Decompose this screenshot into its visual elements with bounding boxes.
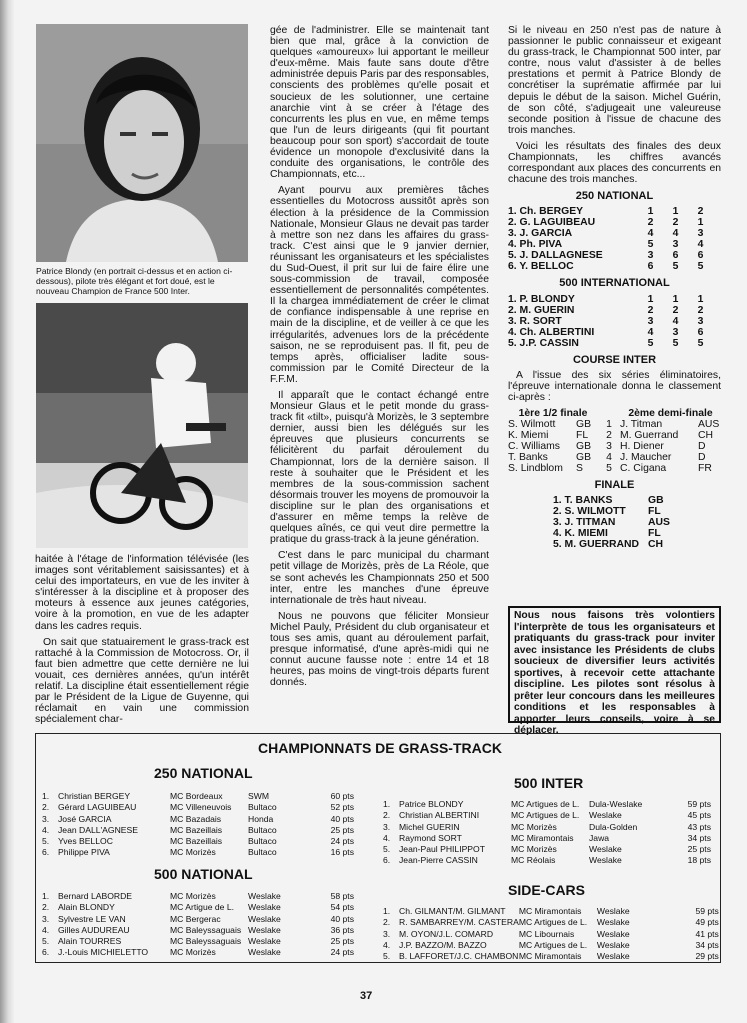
table-cell: R. SAMBARREY/M. CASTERA [399,917,519,928]
sidecars-title: SIDE-CARS [508,882,586,898]
table-cell: Bultaco [248,847,277,858]
paragraph: Nous ne pouvons que féliciter Monsieur Michel Pauly, Président du club organisateur et tous ses amis, quant au déroulement parfait, presque informatisé, d'une après-midi qui ne connut aucune fausse note : entre 14 et 18 heures, pas moins de vingt-trois départs furent donnés. [270,610,489,689]
paragraph: Ayant pourvu aux premières tâches essentielles du Motocross aussitôt après son élection à la présidence de la Commission Nationale, Monsieur Glaus ne devait pas tarder à mettre son nez dans les affaires du grass-track. C'est ainsi que le 9 janvier dernier, réunissant les organisateurs et les spécialistes du Sud-Ouest, il prit sur lui de faire élire une sous-commission de travail, composée essentiellement de personnalités compétentes. Il la chargea immédiatement de créer le climat de confiance indispensable à une reprise en main de la discipline, et de veiller à ce que les irrégularités, advenues lors de la précédente saison, ne se reproduisent pas. Il fit, peu de temps après, officialiser ladite sous-commission par le Comité Directeur de la F.F.M. [270,185,489,385]
table-row [508,327,713,338]
table-row [553,495,683,506]
table-cell: 6 [672,250,679,262]
table-cell: Bultaco [248,836,277,847]
table-cell: J. Maucher [620,451,672,463]
table-cell: 4 [697,239,704,251]
table-cell: Weslake [248,947,281,958]
table-row [383,940,719,951]
table-cell: Weslake [596,917,630,928]
table-cell: S. Wilmott [508,418,556,430]
inter500-title: 500 INTER [514,775,584,791]
table-cell: MC Bordeaux [170,791,223,801]
table-row [383,855,711,866]
table-cell: MC Morizès [170,847,216,858]
table-cell: MC Bazeillais [170,836,223,847]
column-3-text [508,25,721,550]
table-cell: FR [698,462,712,474]
table-cell: Michel GUERIN [399,821,460,832]
table-cell: 2 [697,206,704,218]
table-cell: Weslake [596,928,630,939]
table-cell: 24 pts [330,947,354,958]
table-cell: FL [648,505,661,517]
table-cell: 2. [383,917,391,928]
table-cell: 1. P. BLONDY [508,293,575,305]
table-cell: 3 [697,315,704,327]
course-inter-title: COURSE INTER [572,353,657,366]
table-cell: 41 pts [695,928,719,939]
nat250-title: 250 NATIONAL [154,765,253,781]
table-cell: 4 [647,326,654,338]
table-cell: 6. Y. BELLOC [508,261,574,273]
table-row [508,419,721,430]
table-cell: 45 pts [687,810,711,821]
table-row [553,506,683,517]
table-cell: 4. K. MIEMI [553,527,608,539]
table-row [383,917,719,928]
table-cell: 3 [672,239,679,251]
table-cell: MC Bazeillais [170,824,223,835]
table-cell: 3. [42,913,50,924]
table-cell: 3 [647,250,654,262]
table-cell: MC Villeneuvois [170,802,232,813]
table-cell: 1 [672,293,679,305]
table-cell: 6. [42,947,50,958]
table-cell: 4 [672,228,679,240]
table-row [42,936,354,947]
table-cell: 4. Ph. PIVA [508,239,563,251]
table-cell: FL [648,527,661,539]
table-cell: 5 [606,462,612,474]
table-cell: MC Miramontais [518,951,582,962]
table-cell: 36 pts [330,924,354,935]
table-cell: 1 [647,206,654,218]
table-cell: K. Miemi [508,429,549,441]
table-cell: 2 [697,304,704,316]
table-cell: 2 [672,217,679,229]
table-cell: J. Titman [620,418,663,430]
paragraph: Il apparaît que le contact échangé entre Monsieur Glaus et le petit monde du grass-track fit «tilt», puisqu'à Morizès, le 3 septembre dernier, aussi bien les délégués sur les épreuves que plusieurs concurrents se félicitèrent du parfait déroulement du Championnat, lors de la dernière saison. Il reste à souhaiter que le Président et les membres de la sous-commission sachent désormais trouver les moyens de promouvoir la discipline sur le plan des organisations et d'assurer en même temps la relève de quelques aînés, ce qui veut dire permettre la pratique du grass-track à la jeune génération. [270,390,489,546]
table-cell: Weslake [248,924,281,935]
table-cell: MC Réolais [511,855,556,866]
table-cell: Ch. GILMANT/M. GILMANT [399,906,506,916]
table-row [42,902,354,913]
table-cell: D [698,440,706,452]
table-cell: 3 [672,326,679,338]
speedway-rider-illustration [36,303,248,548]
table-row [553,539,683,550]
table-cell: 2. M. GUERIN [508,304,575,316]
table-cell: 4. [42,824,50,835]
table-cell: 2. [42,802,50,813]
table-cell: Jean DALL'AGNESE [58,824,138,835]
table-cell: 1 [697,293,704,305]
table-cell: 2 [606,429,612,441]
table-row [383,822,711,833]
paragraph: On sait que statuairement le grass-track est rattaché à la Commission de Motocross. Or, il faut bien admettre que cette dernière ne lui vouait, ces dernières années, qu'un intérêt relatif. La discipline était essentiellement régie par le Président de la Ligue de Guyenne, qui réclamait en vain une commission spécialement char- [35,636,249,726]
table-cell: 6 [697,326,704,338]
finals-500-title: 500 INTERNATIONAL [559,277,670,290]
table-cell: MC Baleyssaguais [170,924,242,935]
table-cell: 3. [383,821,391,832]
table-cell: Bernard LABORDE [58,891,133,901]
notice-box: Nous nous faisons très volontiers l'interprète de tous les organisateurs et pratiquants du grass-track pour inviter avec insistance les Présidents de clubs soucieux de diversifier leurs activités sportives, à recevoir cette attachante discipline. Les pilotes sont résolus à prêter leur concours dans les meilleures conditions et les responsables à apporter leurs conseils, voire à se déplacer. [508,606,721,723]
table-row [553,528,683,539]
table-cell: GB [576,451,592,463]
table-cell: 2. [383,810,391,821]
table-row [383,951,719,962]
table-cell: Bultaco [248,824,277,835]
table-row [383,844,711,855]
table-cell: MC Baleyssaguais [170,936,242,947]
table-row [42,814,354,825]
table-row [508,338,713,349]
table-row [42,825,354,836]
table-cell: 58 pts [330,891,354,901]
table-cell: 3. R. SORT [508,315,562,327]
table-cell: Weslake [589,810,622,821]
portrait-illustration [36,24,248,262]
table-cell: Weslake [596,939,630,950]
table-cell: 1. T. BANKS [553,494,613,506]
paragraph: haitée à l'étage de l'information télévisée (les images sont véritablement saisissantes) et à celui des importateurs, en vue de les inviter à s'intéresser à la discipline et à proposer des moteurs à essence aux jeunes catégories, voire à la promotion, en vue de les adapter dans les cadres requis. [35,554,249,632]
paragraph: Voici les résultats des finales des deux Championnats, les chiffres avancés correspondant aux places des concurrents en chacune des trois manches. [508,140,721,186]
table-cell: T. Banks [508,451,548,463]
table-cell: 59 pts [695,906,719,916]
nat250-table [42,791,354,859]
table-cell: Weslake [248,891,281,901]
photo-caption: Patrice Blondy (en portrait ci-dessus et en action ci-dessous), pilote très élégant et fort doué, est le nouveau Champion de France 500 Inter. [36,266,233,296]
table-row [508,316,713,327]
table-cell: 2. [42,902,50,913]
table-cell: Philippe PIVA [58,847,110,858]
table-cell: 1. [383,906,391,916]
table-cell: 1. [42,891,50,901]
table-cell: Dula-Golden [589,821,638,832]
table-cell: 49 pts [695,917,719,928]
table-cell: MC Artigue de L. [170,902,235,913]
table-cell: 5 [672,261,679,273]
table-cell: Alain TOURRES [58,936,122,947]
table-row [553,517,683,528]
table-cell: 25 pts [330,936,354,947]
table-cell: 4. [383,939,391,950]
table-cell: Raymond SORT [399,832,462,843]
table-cell: AUS [648,516,670,528]
table-cell: 60 pts [330,791,354,801]
table-cell: Jawa [589,832,610,843]
semi1-title: 1ère 1/2 finale [518,407,588,419]
table-cell: GB [648,494,664,506]
table-cell: M. Guerrand [620,429,679,441]
table-cell: 3 [606,440,612,452]
action-photo [36,303,248,548]
table-row [383,799,711,810]
inter500-table [383,799,711,867]
table-cell: H. Diener [620,440,664,452]
table-cell: 2. S. WILMOTT [553,505,626,517]
table-row [508,217,713,228]
semifinals-table [508,408,721,474]
paragraph: Si le niveau en 250 n'est pas de nature à passionner le public connaisseur et exigeant du grass-track, le Championnat 500 inter, par contre, nous valut d'assister à de belles prestations et permit à Patrice Blondy de concrétiser la suprématie affirmée par lui depuis le début de la saison. Michel Guérin, de son côté, s'adjugeait une valeureuse seconde position à l'issue de chacune des trois manches. [508,25,721,136]
table-cell: MC Morizès [170,947,216,958]
finale-title: FINALE [594,478,635,491]
table-cell: 4 [606,451,612,463]
paragraph: gée de l'administrer. Elle se maintenait tant bien que mal, grâce à la conviction de quelques «amoureux» lui apportant le meilleur d'eux-même. Mais faute sans doute d'être administrée depuis Paris par des responsables, conscients des problèmes qu'elle posait et soucieux de les solutionner, une certaine anarchie vint à se créer à l'étage des concurrents les plus en vue, en même temps que l'un de leurs dirigeants (qui fit pourtant beaucoup pour son sport) s'accordait de toute évidence un monopole d'exclusivité dans la conduite des organisations, le contrôle des Championnats, etc... [270,25,489,181]
table-cell: 25 pts [330,824,354,835]
table-cell: S. Lindblom [508,462,563,474]
nat500-table [42,891,354,959]
sidecars-table [383,906,719,962]
finals-250-table [508,206,713,272]
column-1-text [35,554,249,730]
table-row [508,305,713,316]
table-cell: Christian ALBERTINI [399,810,480,821]
finals-500-table [508,294,713,349]
table-cell: 4. Ch. ALBERTINI [508,326,595,338]
table-cell: MC Artigues de L. [511,810,580,821]
table-cell: Jean-Paul PHILIPPOT [399,844,485,855]
table-cell: 25 pts [687,844,711,855]
table-cell: Dula-Weslake [589,799,643,809]
table-cell: 40 pts [330,813,354,824]
table-cell: 34 pts [687,832,711,843]
table-cell: Gilles AUDUREAU [58,924,130,935]
course-inter-intro: A l'issue des six séries éliminatoires, l'épreuve internationale donna le classement ci-après : [508,369,721,403]
table-cell: MC Bazadais [170,813,222,824]
table-cell: GB [576,440,592,452]
table-row [508,228,713,239]
table-cell: 2 [647,304,654,316]
table-cell: C. Cigana [620,462,667,474]
table-cell: 54 pts [330,902,354,913]
table-cell: Patrice BLONDY [399,799,464,809]
table-row [42,914,354,925]
table-cell: José GARCIA [58,813,112,824]
table-cell: 1 [697,217,704,229]
column-2-text [270,25,489,693]
table-row [383,833,711,844]
table-cell: Sylvestre LE VAN [58,913,126,924]
table-cell: 3. [383,928,391,939]
table-row [508,452,721,463]
table-cell: J.-Louis MICHIELETTO [58,947,149,958]
semi2-title: 2ème demi-finale [628,407,713,419]
table-cell: 3 [697,228,704,240]
table-row [383,810,711,821]
table-cell: FL [576,429,589,441]
table-cell: MC Miramontais [518,906,582,916]
table-cell: Jean-Pierre CASSIN [399,855,478,866]
table-cell: 18 pts [687,855,711,866]
table-row [42,891,354,902]
table-cell: Christian BERGEY [58,791,131,801]
table-cell: MC Artigues de L. [511,799,580,809]
table-cell: 5. [42,936,50,947]
table-cell: MC Bergerac [170,913,221,924]
championship-title: CHAMPIONNATS DE GRASS-TRACK [258,740,502,756]
table-cell: Weslake [596,906,630,916]
portrait-photo [36,24,248,262]
table-cell: 6 [697,250,704,262]
table-row [508,294,713,305]
table-cell: 6. [383,855,391,866]
table-row [508,239,713,250]
table-cell: C. Williams [508,440,560,452]
table-cell: 4 [647,228,654,240]
table-row [42,802,354,813]
table-cell: 5. [42,836,50,847]
table-cell: 5 [647,337,654,349]
table-cell: 43 pts [687,821,711,832]
table-cell: Weslake [589,855,622,866]
table-cell: 5. J.P. CASSIN [508,337,579,349]
table-cell: 24 pts [330,836,354,847]
table-row [508,261,713,272]
table-row [508,441,721,452]
table-cell: Yves BELLOC [58,836,113,847]
table-cell: Gérard LAGUIBEAU [58,802,137,813]
nat500-title: 500 NATIONAL [154,866,253,882]
finale-table [553,495,683,550]
table-cell: 6 [647,261,654,273]
table-cell: 3. J. GARCIA [508,228,573,240]
table-cell: MC Artigues de L. [518,939,588,950]
table-cell: 6. [42,847,50,858]
table-row [508,206,713,217]
table-row [42,791,354,802]
table-cell: 3 [647,315,654,327]
finals-250-title: 250 NATIONAL [575,190,654,203]
table-row [383,929,719,940]
table-cell: Weslake [248,936,281,947]
table-cell: Weslake [589,844,622,855]
table-cell: MC Libournais [518,928,575,939]
table-cell: 5. [383,844,391,855]
table-cell: 2 [647,217,654,229]
table-cell: 1. [42,791,50,801]
table-cell: 3. [42,813,50,824]
table-cell: MC Artigues de L. [518,917,588,928]
table-cell: 2. G. LAGUIBEAU [508,217,596,229]
table-row [383,906,719,917]
table-cell: B. LAFFORET/J.C. CHAMBON [399,951,519,962]
table-cell: M. OYON/J.L. COMARD [399,928,494,939]
table-cell: MC Miramontais [511,832,574,843]
table-cell: 1 [606,418,612,430]
table-cell: Weslake [248,902,281,913]
table-cell: AUS [698,418,720,430]
table-row [42,836,354,847]
table-row [42,947,354,958]
table-cell: 1. Ch. BERGEY [508,206,584,218]
table-cell: 1. [383,799,391,809]
table-cell: 5. M. GUERRAND [553,538,640,550]
table-cell: 16 pts [330,847,354,858]
table-cell: 4. [383,832,391,843]
table-cell: 1 [672,206,679,218]
table-cell: 1 [647,293,654,305]
page-binding-edge [0,0,14,1023]
table-cell: CH [648,538,664,550]
table-cell: Weslake [248,913,281,924]
table-cell: 5. J. DALLAGNESE [508,250,603,262]
table-cell: 5 [697,337,704,349]
table-cell: 2 [672,304,679,316]
table-cell: 3. J. TITMAN [553,516,616,528]
table-row [42,925,354,936]
table-cell: 5. [383,951,391,962]
table-cell: MC Morizès [511,844,557,855]
table-cell: 40 pts [330,913,354,924]
table-cell: Weslake [596,951,630,962]
table-row [42,847,354,858]
championship-results [35,733,721,963]
paragraph: C'est dans le parc municipal du charmant petit village de Morizès, près de La Réole, que se sont achevés les Championnats 250 et 500 inter, entre les manches d'une épreuve internationale de très haut niveau. [270,550,489,606]
table-cell: Alain BLONDY [58,902,115,913]
table-cell: 34 pts [695,939,719,950]
table-cell: J.P. BAZZO/M. BAZZO [399,939,487,950]
table-cell: 4 [672,315,679,327]
table-cell: Bultaco [248,802,277,813]
table-cell: 52 pts [330,802,354,813]
table-row [508,463,721,474]
table-cell: MC Morizès [511,821,557,832]
table-cell: 59 pts [687,799,711,809]
table-row [508,250,713,261]
table-cell: D [698,451,706,463]
table-cell: 5 [672,337,679,349]
table-cell: Honda [248,813,274,824]
table-cell: 5 [647,239,654,251]
table-cell: MC Morizès [170,891,216,901]
table-cell: 4. [42,924,50,935]
table-row [508,430,721,441]
page-number: 37 [360,990,373,1002]
table-cell: 5 [697,261,704,273]
table-cell: CH [698,429,714,441]
table-cell: GB [576,418,592,430]
table-cell: S [576,462,583,474]
table-cell: 29 pts [695,951,719,962]
table-cell: SWM [248,791,270,801]
